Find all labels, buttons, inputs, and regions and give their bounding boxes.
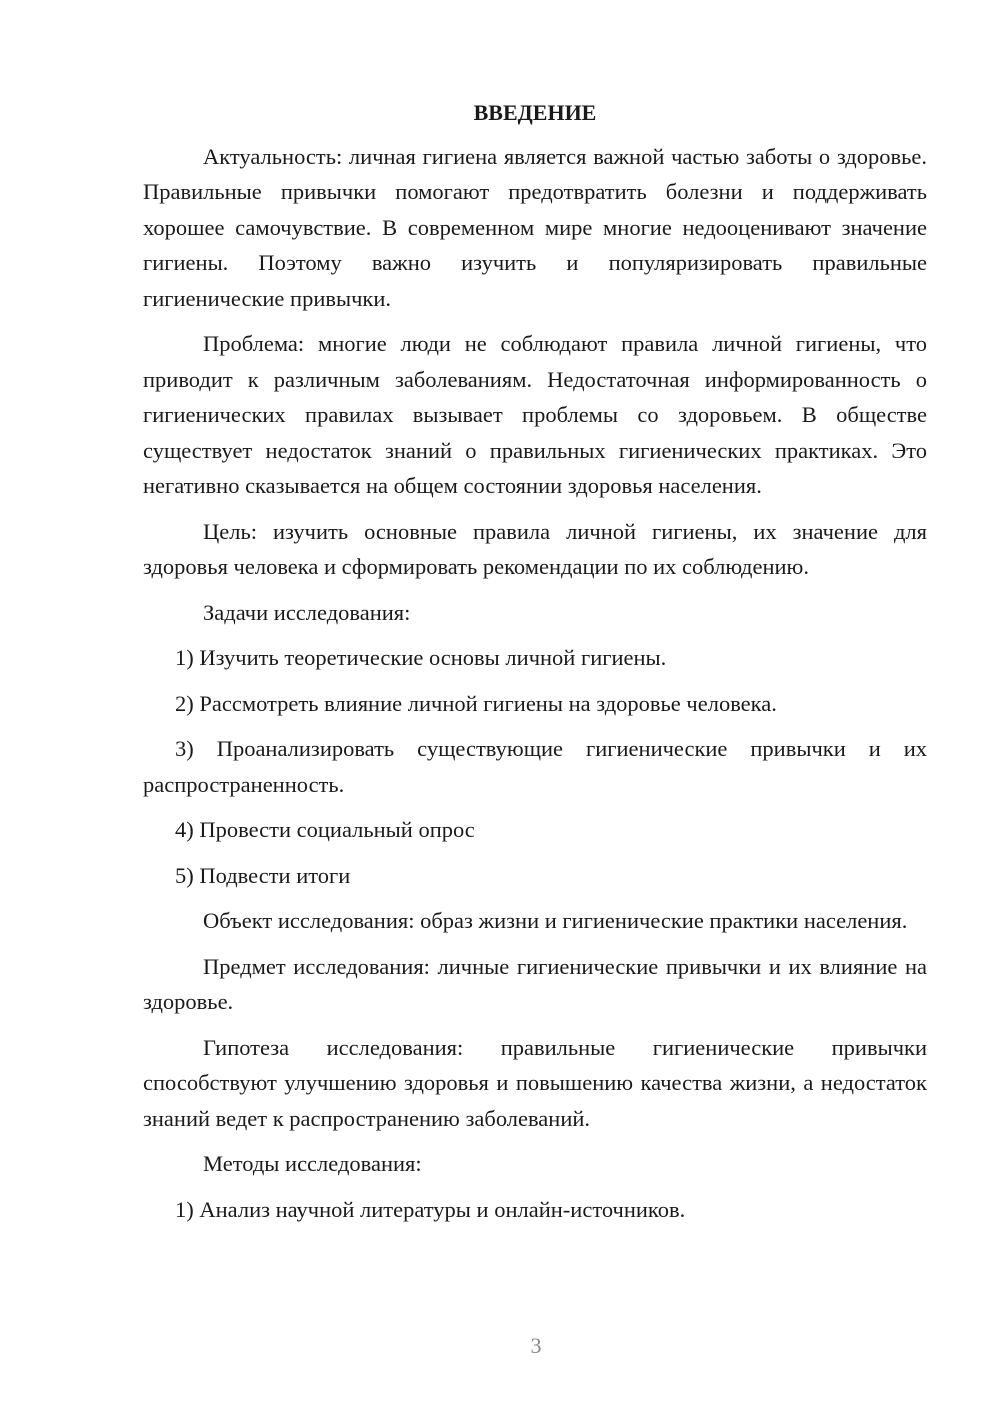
method-item-1: 1) Анализ научной литературы и онлайн-источников. xyxy=(175,1196,686,1222)
task-item-4: 4) Провести социальный опрос xyxy=(175,817,475,842)
task-item-3: 3) Проанализировать существующие гигиенические привычки и их распространенность. xyxy=(143,736,927,797)
task-item-5: 5) Подвести итоги xyxy=(175,862,351,888)
tasks-heading: Задачи исследования: xyxy=(203,599,411,625)
object-paragraph: Объект исследования: образ жизни и гигиенические практики населения. xyxy=(203,908,908,933)
goal-paragraph: Цель: изучить основные правила личной гигиены, их значение для здоровья человека и сформировать рекомендации по их соблюдению. xyxy=(143,518,927,579)
task-item-1: 1) Изучить теоретические основы личной гигиены. xyxy=(175,645,667,670)
methods-heading: Методы исследования: xyxy=(203,1151,422,1176)
page-content xyxy=(143,95,927,1237)
hypothesis-paragraph: Гипотеза исследования: правильные гигиенические привычки способствуют улучшению здоровья и повышению качества жизни, а недостаток знаний ведет к распространению заболеваний. xyxy=(143,1034,927,1131)
page-number: 3 xyxy=(530,1333,542,1358)
page-title: ВВЕДЕНИЕ xyxy=(473,100,597,125)
task-item-2: 2) Рассмотреть влияние личной гигиены на здоровье человека. xyxy=(175,690,777,716)
subject-paragraph: Предмет исследования: личные гигиенические привычки и их влияние на здоровье. xyxy=(143,953,927,1014)
problem-paragraph: Проблема: многие люди не соблюдают правила личной гигиены, что приводит к различным заболеваниям. Недостаточная информированность о гигиенических правилах вызывает проблемы со здоровьем. В обществе существует недостаток знаний о правильных гигиенических практиках. Это негативно сказывается на общем состоянии здоровья населения. xyxy=(143,331,927,498)
relevance-paragraph: Актуальность: личная гигиена является важной частью заботы о здоровье. Правильные привычки помогают предотвратить болезни и поддерживать хорошее самочувствие. В современном мире многие недооценивают значение гигиены. Поэтому важно изучить и популяризировать правильные гигиенические привычки. xyxy=(143,143,927,311)
